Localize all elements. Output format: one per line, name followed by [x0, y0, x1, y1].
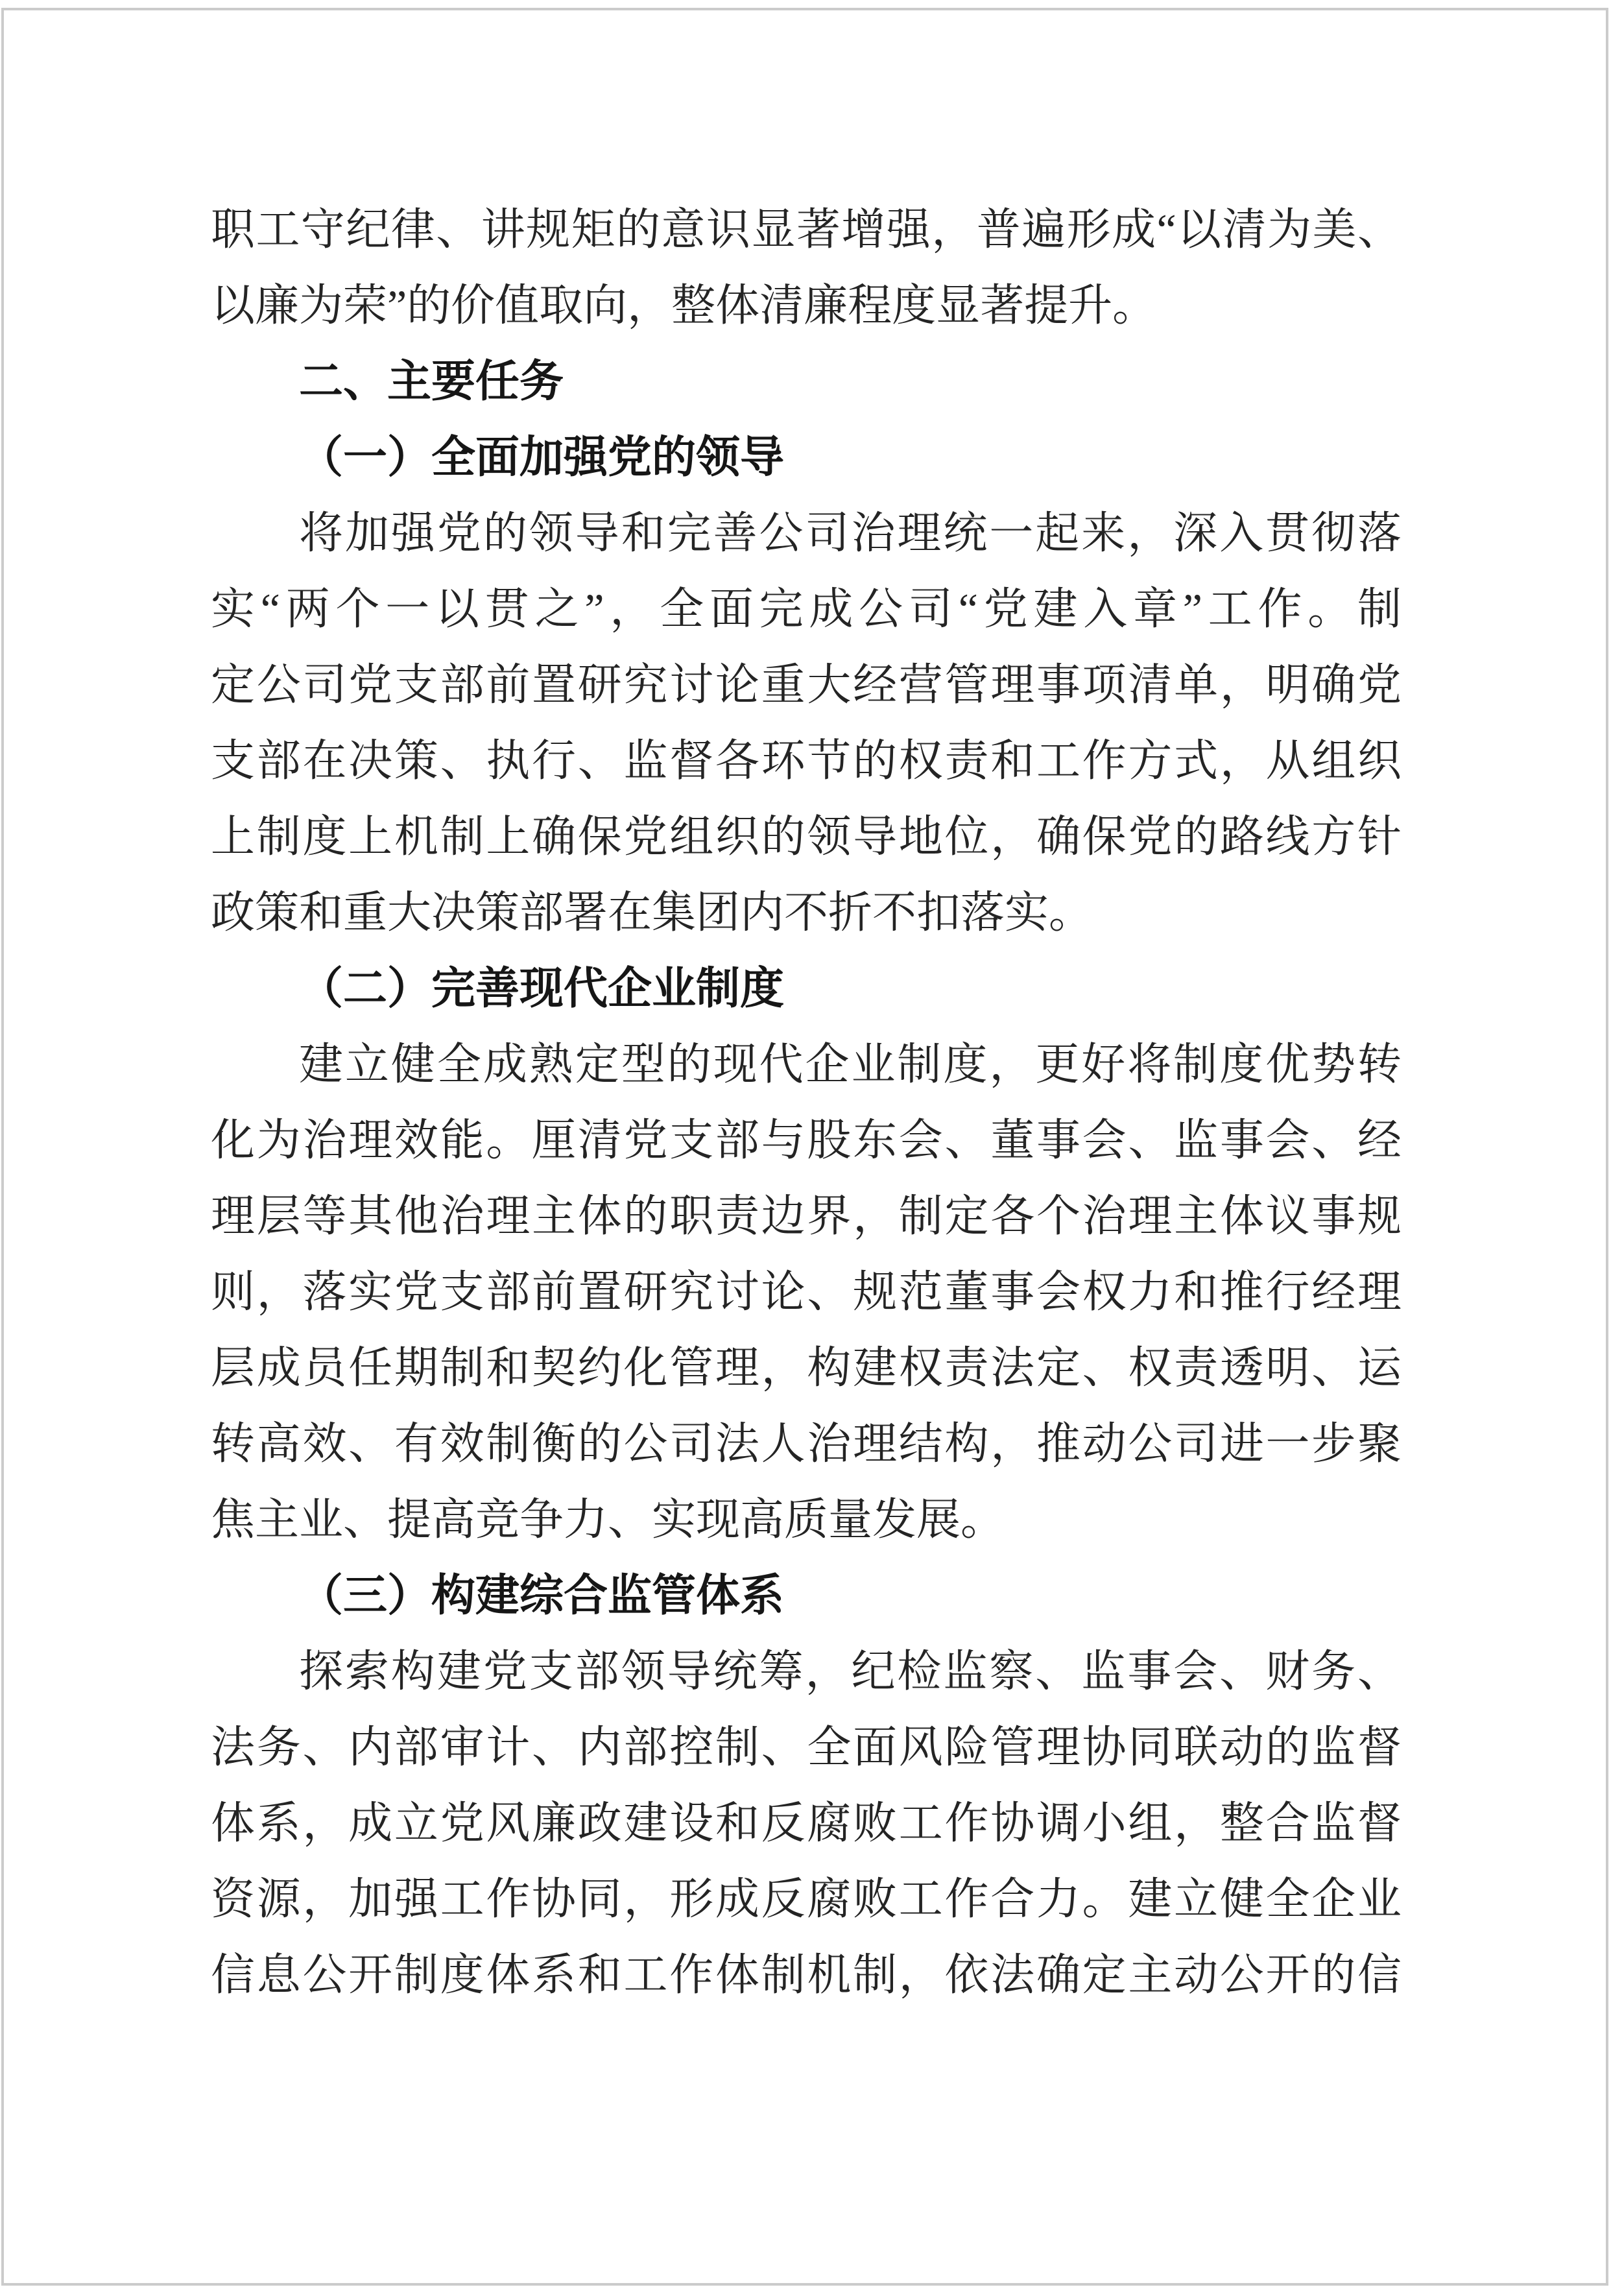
text-line: 理层等其他治理主体的职责边界，制定各个治理主体议事规: [211, 1191, 1402, 1241]
section-heading: （一）全面加强党的领导: [299, 433, 785, 482]
text-line: 上制度上机制上确保党组织的领导地位，确保党的路线方针: [211, 812, 1402, 861]
text-line: 则，落实党支部前置研究讨论、规范董事会权力和推行经理: [211, 1267, 1402, 1317]
text-line: 以廉为荣”的价值取向，整体清廉程度显著提升。: [211, 281, 1157, 330]
text-line: 法务、内部审计、内部控制、全面风险管理协同联动的监督: [211, 1723, 1402, 1772]
text-line: 探索构建党支部领导统筹，纪检监察、监事会、财务、: [299, 1647, 1402, 1696]
text-line: 职工守纪律、讲规矩的意识显著增强，普遍形成“以清为美、: [211, 205, 1402, 254]
section-heading: 二、主要任务: [299, 357, 564, 406]
text-line: 体系，成立党风廉政建设和反腐败工作协调小组，整合监督: [211, 1799, 1402, 1848]
text-line: 转高效、有效制衡的公司法人治理结构，推动公司进一步聚: [211, 1419, 1402, 1468]
text-line: 政策和重大决策部署在集团内不折不扣落实。: [211, 888, 1093, 937]
document-content: [211, 192, 1402, 2013]
text-line: 焦主业、提高竞争力、实现高质量发展。: [211, 1495, 1005, 1544]
text-line: 化为治理效能。厘清党支部与股东会、董事会、监事会、经: [211, 1116, 1402, 1165]
section-heading: （二）完善现代企业制度: [299, 964, 785, 1013]
section-heading: （三）构建综合监管体系: [299, 1571, 785, 1620]
text-line: 支部在决策、执行、监督各环节的权责和工作方式，从组织: [211, 736, 1402, 785]
text-line: 实“两个一以贯之”，全面完成公司“党建入章”工作。制: [211, 584, 1402, 634]
text-line: 建立健全成熟定型的现代企业制度，更好将制度优势转: [299, 1040, 1402, 1089]
text-line: 定公司党支部前置研究讨论重大经营管理事项清单，明确党: [211, 660, 1402, 710]
text-line: 资源，加强工作协同，形成反腐败工作合力。建立健全企业: [211, 1874, 1402, 1924]
text-line: 将加强党的领导和完善公司治理统一起来，深入贯彻落: [299, 508, 1402, 558]
text-line: 层成员任期制和契约化管理，构建权责法定、权责透明、运: [211, 1343, 1402, 1393]
text-line: 信息公开制度体系和工作体制机制，依法确定主动公开的信: [211, 1950, 1402, 2000]
